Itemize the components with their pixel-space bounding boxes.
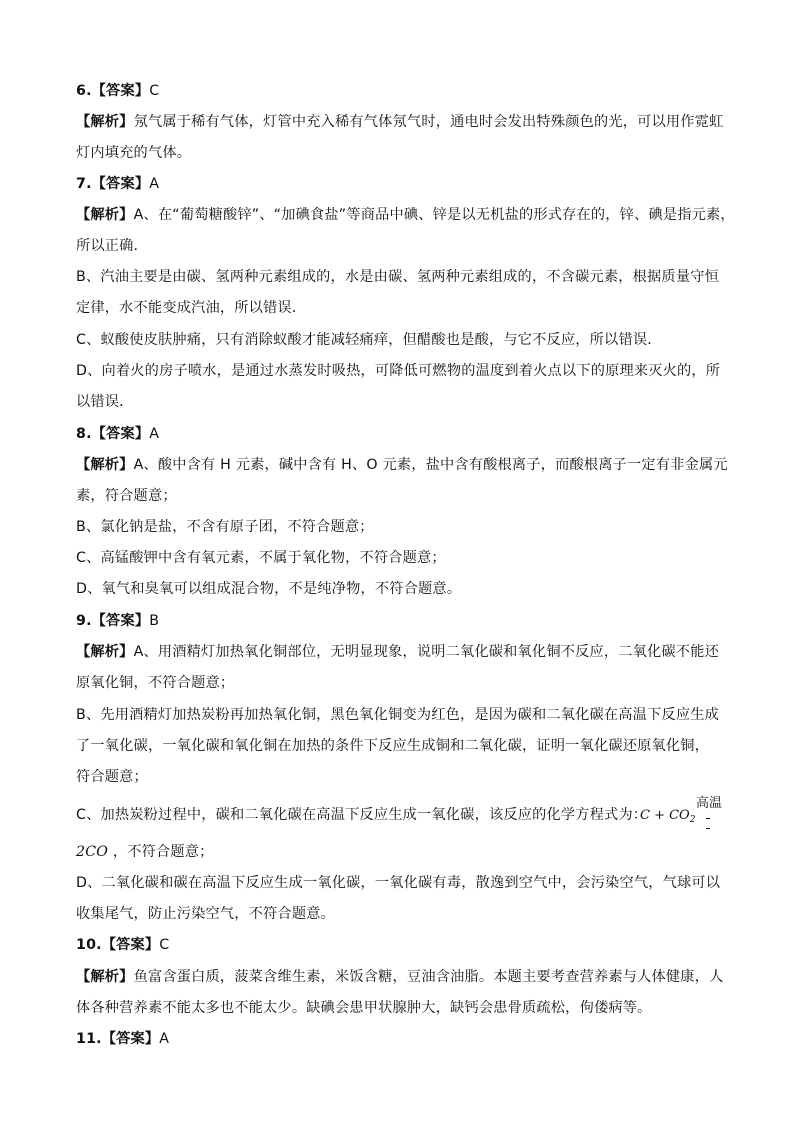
- answer-tag: 【答案】: [91, 426, 150, 442]
- analysis-text: 定律，水不能变成汽油，所以错误．: [76, 300, 307, 316]
- q7-analysis-line: [76, 205, 736, 225]
- analysis-text: 原氧化铜，不符合题意；: [76, 675, 235, 691]
- q8-analysis-line: [76, 455, 736, 475]
- analysis-text: 素，符合题意；: [76, 488, 177, 504]
- answer-value: C: [159, 937, 170, 953]
- question-number: 6.: [76, 83, 92, 99]
- analysis-text: B、先用酒精灯加热炭粉再加热氧化铜，黑色氧化铜变为红色，是因为碳和二氧化碳在高温下反应生成: [76, 707, 719, 723]
- analysis-text: 灯内填充的气体。: [76, 145, 192, 161]
- reaction-condition: 高温: [696, 796, 723, 811]
- analysis-text: C、高锰酸钾中含有氧元素，不属于氧化物，不符合题意；: [76, 550, 446, 566]
- equation-product: 2CO: [76, 844, 109, 860]
- analysis-text: 收集尾气，防止污染空气，不符合题意。: [76, 906, 335, 922]
- analysis-text: 体各种营养素不能太多也不能太少。缺碘会患甲状腺肿大，缺钙会患骨质疏松，佝偻病等。: [76, 1000, 652, 1016]
- analysis-tag: 【解析】: [76, 644, 134, 660]
- analysis-text: 符合题意；: [76, 769, 148, 785]
- question-number: 8.: [76, 426, 92, 442]
- question-number: 9.: [76, 613, 92, 629]
- q6-answer-line: [76, 81, 736, 101]
- equation-lhs: [640, 808, 695, 825]
- analysis-text: D、二氧化碳和碳在高温下反应生成一氧化碳，一氧化碳有毒，散逸到空气中，会污染空气，气球可以: [76, 875, 721, 891]
- analysis-text: A、在“葡萄糖酸锌”、“加碘食盐”等商品中碘、锌是以无机盐的形式存在的，锌、碘是指元素，: [133, 207, 735, 223]
- q9-answer-line: [76, 611, 736, 631]
- analysis-text: D、氧气和臭氧可以组成混合物，不是纯净物，不符合题意。: [76, 581, 462, 597]
- analysis-text: C、蚁酸使皮肤肿痛，只有消除蚁酸才能减轻痛痒，但醋酸也是酸，与它不反应，所以错误．: [76, 332, 662, 348]
- analysis-text: ，不符合题意；: [112, 844, 214, 860]
- answer-tag: 【答案】: [91, 613, 150, 629]
- answer-value: A: [159, 1031, 170, 1047]
- analysis-tag: 【解析】: [76, 969, 134, 985]
- q6-analysis-line: [76, 112, 736, 132]
- answer-value: A: [149, 176, 160, 192]
- analysis-tag: 【解析】: [76, 207, 134, 223]
- q10-analysis-line: [76, 967, 736, 987]
- equation-continuation: [76, 842, 736, 862]
- answer-tag: 【答案】: [91, 176, 150, 192]
- analysis-text: 所以正确．: [76, 238, 148, 254]
- chemical-equation: [640, 796, 740, 836]
- analysis-tag: 【解析】: [76, 114, 134, 130]
- analysis-text: A、酸中含有 H 元素，碱中含有 H、O 元素，盐中含有酸根离子，而酸根离子一定有非金属元: [133, 457, 728, 473]
- question-number: 7.: [76, 176, 92, 192]
- q11-answer-line: [76, 1029, 736, 1049]
- analysis-text: D、向着火的房子喷水，是通过水蒸发时吸热，可降低可燃物的温度到着火点以下的原理来灭火的，所: [76, 363, 721, 379]
- question-number: 11.: [76, 1031, 102, 1047]
- equation-reactants: C + CO: [640, 808, 690, 823]
- equals-sign-bar: [706, 828, 710, 829]
- answer-value: B: [149, 613, 160, 629]
- analysis-text: C、加热炭粉过程中，碳和二氧化碳在高温下反应生成一氧化碳，该反应的化学方程式为：: [76, 807, 648, 823]
- analysis-text: B、汽油主要是由碳、氢两种元素组成的，水是由碳、氢两种元素组成的，不含碳元素，根据质量守恒: [76, 269, 719, 285]
- analysis-text: B、氯化钠是盐，不含有原子团，不符合题意；: [76, 519, 374, 535]
- question-number: 10.: [76, 937, 102, 953]
- equation-subscript: 2: [689, 815, 696, 825]
- answer-tag: 【答案】: [101, 1031, 160, 1047]
- q10-answer-line: [76, 935, 736, 955]
- answer-tag: 【答案】: [101, 937, 160, 953]
- analysis-tag: 【解析】: [76, 457, 134, 473]
- answer-tag: 【答案】: [91, 83, 150, 99]
- q7-answer-line: [76, 174, 736, 194]
- q9-analysis-line: [76, 642, 736, 662]
- analysis-text: 鱼富含蛋白质，菠菜含维生素，米饭含糖，豆油含油脂。本题主要考查营养素与人体健康，人: [133, 969, 724, 985]
- analysis-text: 氖气属于稀有气体，灯管中充入稀有气体氖气时，通电时会发出特殊颜色的光，可以用作霓虹: [133, 114, 724, 130]
- q8-answer-line: [76, 424, 736, 444]
- analysis-text: 了一氧化碳，一氧化碳和氧化铜在加热的条件下反应生成铜和二氧化碳，证明一氧化碳还原氧化铜，: [76, 738, 710, 754]
- equals-sign-bar: [706, 818, 710, 819]
- answer-value: A: [149, 426, 160, 442]
- analysis-text: A、用酒精灯加热氧化铜部位，无明显现象，说明二氧化碳和氧化铜不反应，二氧化碳不能还: [133, 644, 719, 660]
- analysis-text: 以错误．: [76, 394, 134, 410]
- answer-value: C: [149, 83, 160, 99]
